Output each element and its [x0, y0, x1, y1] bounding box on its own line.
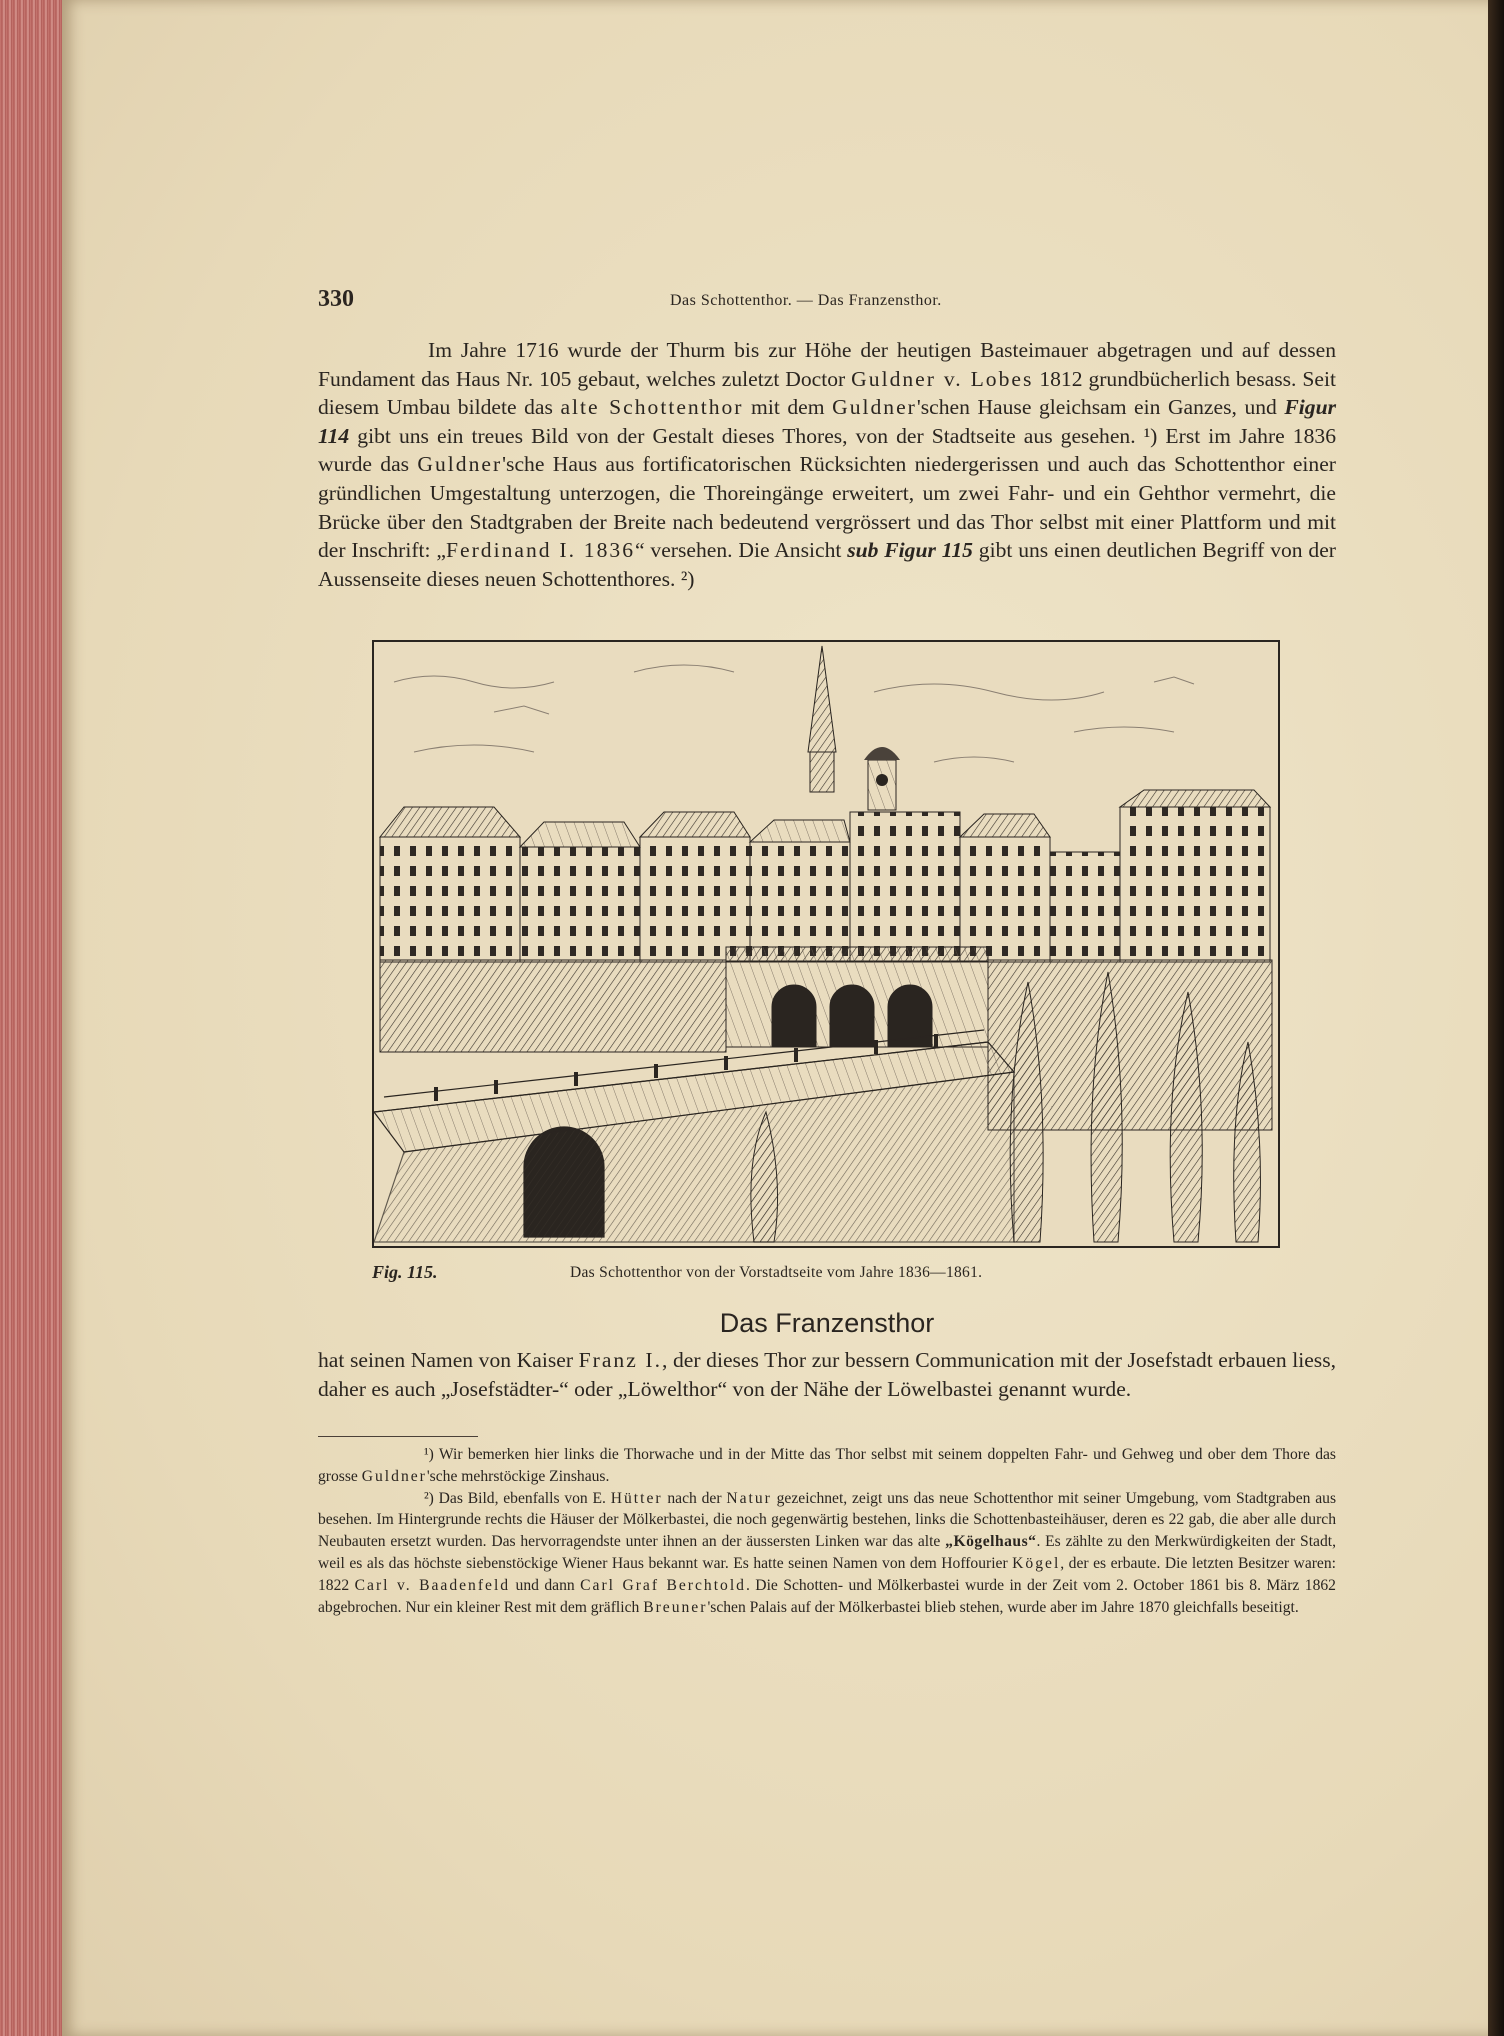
text-run: 'schen Palais auf der Mölkerbastei blieb stehen, wurde aber im Jahre 1870 gleichfalls beseitigt. [707, 1598, 1299, 1616]
paragraph-text [318, 336, 1336, 593]
text-run: , der dieses Thor zur bessern Communication mit der Josefstadt erbauen liess, daher es auch „Josefstädter-“ oder „Löwelthor“ von der Nähe der Löwelbastei genannt wurde. [318, 1348, 1337, 1401]
figure-reference-115: sub Figur 115 [847, 538, 973, 563]
section-paragraph [318, 1346, 1336, 1403]
name-huetter: Hütter [610, 1489, 663, 1507]
engraving-drawing [374, 642, 1278, 1246]
name-kaiser-franz: Franz I. [578, 1348, 662, 1372]
text-run: ¹) Wir bemerken hier links die Thorwache und in der Mitte das Thor selbst mit seinem doppelten Fahr- und Gehweg und ober dem Thore das grosse [318, 1446, 1336, 1485]
emphasis-natur: Natur [726, 1489, 772, 1507]
name-guldner: Guldner v. Lobes [851, 366, 1034, 391]
engraving-illustration [372, 640, 1280, 1248]
name-koegelhaus: „Kögelhaus“ [945, 1533, 1037, 1551]
text-run: . Es zählte zu den Merkwürdigkeiten der Stadt, weil es als das höchste siebenstöckige Wiener Haus bekannt war. Es hatte seinen Namen von dem Hoffourier [318, 1533, 1336, 1572]
text-run: “ versehen. Die Ansicht [635, 538, 848, 563]
text-run: gibt uns einen deutlichen Begriff von der Aussenseite dieses neuen Schottenthores. ²) [318, 538, 1337, 591]
text-run: 'schen Hause gleichsam ein Ganzes, und [916, 395, 1285, 420]
name-guldner: Guldner [361, 1467, 427, 1485]
figure-label: Fig. 115. [372, 1262, 438, 1282]
paragraph-text [318, 1346, 1336, 1403]
body-paragraph [318, 336, 1336, 593]
gate-structure [726, 947, 988, 1047]
book-page-edges [0, 0, 64, 2036]
name-breuner: Breuner [643, 1598, 708, 1616]
page-header [318, 286, 1338, 320]
emphasis-alte-schottenthor: alte Schottenthor [560, 395, 744, 420]
text-run: und dann [510, 1576, 581, 1594]
name-koegel: Kögel [1012, 1554, 1061, 1572]
footnote-1 [318, 1444, 1336, 1488]
name-berchtold: Carl Graf Berchtold [580, 1576, 746, 1594]
text-run: 'sche Haus aus fortificatorischen Rücksichten niedergerissen und auch das Schottenthor einer gründlichen Umgestaltung unterzogen, die Thoreingänge erweitert, um zwei Fahr- und ein Gehthor vermehrt, die Brücke über den Stadtgraben der Breite nach bedeutend vergrössert und das Thor selbst mit einer Plattform und mit der Inschrift: „ [318, 452, 1336, 563]
running-head: Das Schottenthor. — Das Franzensthor. [670, 292, 942, 309]
inscription-text: Ferdinand I. 1836 [445, 538, 635, 563]
text-run: 1812 grundbücherlich besass. Seit diesem Umbau bildete das [318, 366, 1336, 420]
text-run: . Die Schotten- und Mölkerbastei wurde in der Zeit vom 2. October 1861 bis 8. März 1862 abgebrochen. Nur ein kleiner Rest mit dem gräflich [318, 1576, 1336, 1616]
name-baadenfeld: Carl v. Baadenfeld [354, 1576, 511, 1594]
figure-caption [372, 1262, 1292, 1290]
text-run: , der es erbaute. Die letzten Besitzer waren: 1822 [318, 1554, 1336, 1594]
text-run: 'sche mehrstöckige Zinshaus. [426, 1467, 610, 1485]
domed-tower [864, 747, 900, 810]
text-run: Im Jahre 1716 wurde der Thurm bis zur Höhe der heutigen Basteimauer abgetragen und auf dessen Fundament das Haus Nr. 105 gebaut, welches zuletzt Doctor [318, 338, 1336, 391]
footnotes [318, 1444, 1336, 1618]
footnote-2 [318, 1488, 1336, 1619]
text-run: gibt uns ein treues Bild von der Gestalt dieses Thores, von der Stadtseite aus gesehen. ¹) Erst im Jahre 1836 wurde das [318, 423, 1336, 477]
figure-reference-114: Figur 114 [318, 395, 1336, 448]
footnote-divider [318, 1436, 478, 1437]
name-guldner: Guldner [417, 452, 503, 477]
text-run: hat seinen Namen von Kaiser [318, 1348, 579, 1372]
book-binding-edge [1488, 0, 1504, 2036]
section-heading: Das Franzensthor [719, 1308, 935, 1338]
figure-title: Das Schottenthor von der Vorstadtseite vom Jahre 1836—1861. [570, 1264, 983, 1281]
text-run: gezeichnet, zeigt uns das neue Schottenthor mit seiner Umgebung, vom Stadtgraben aus besehen. Im Hintergrunde rechts die Häuser der Mölkerbastei, die noch gegenwärtig bestehen, links die Schottenbasteihäuser, deren es 22 gab, die aber alle durch Neubauten ersetzt wurden. Das hervorragendste unter ihnen an der äussersten Linken war das alte [318, 1489, 1337, 1551]
text-run: ²) Das Bild, ebenfalls von E. [424, 1489, 611, 1507]
page-number: 330 [318, 286, 354, 312]
name-guldner: Guldner [832, 395, 917, 420]
text-run: nach der [662, 1489, 727, 1507]
text-run: mit dem [743, 395, 833, 420]
